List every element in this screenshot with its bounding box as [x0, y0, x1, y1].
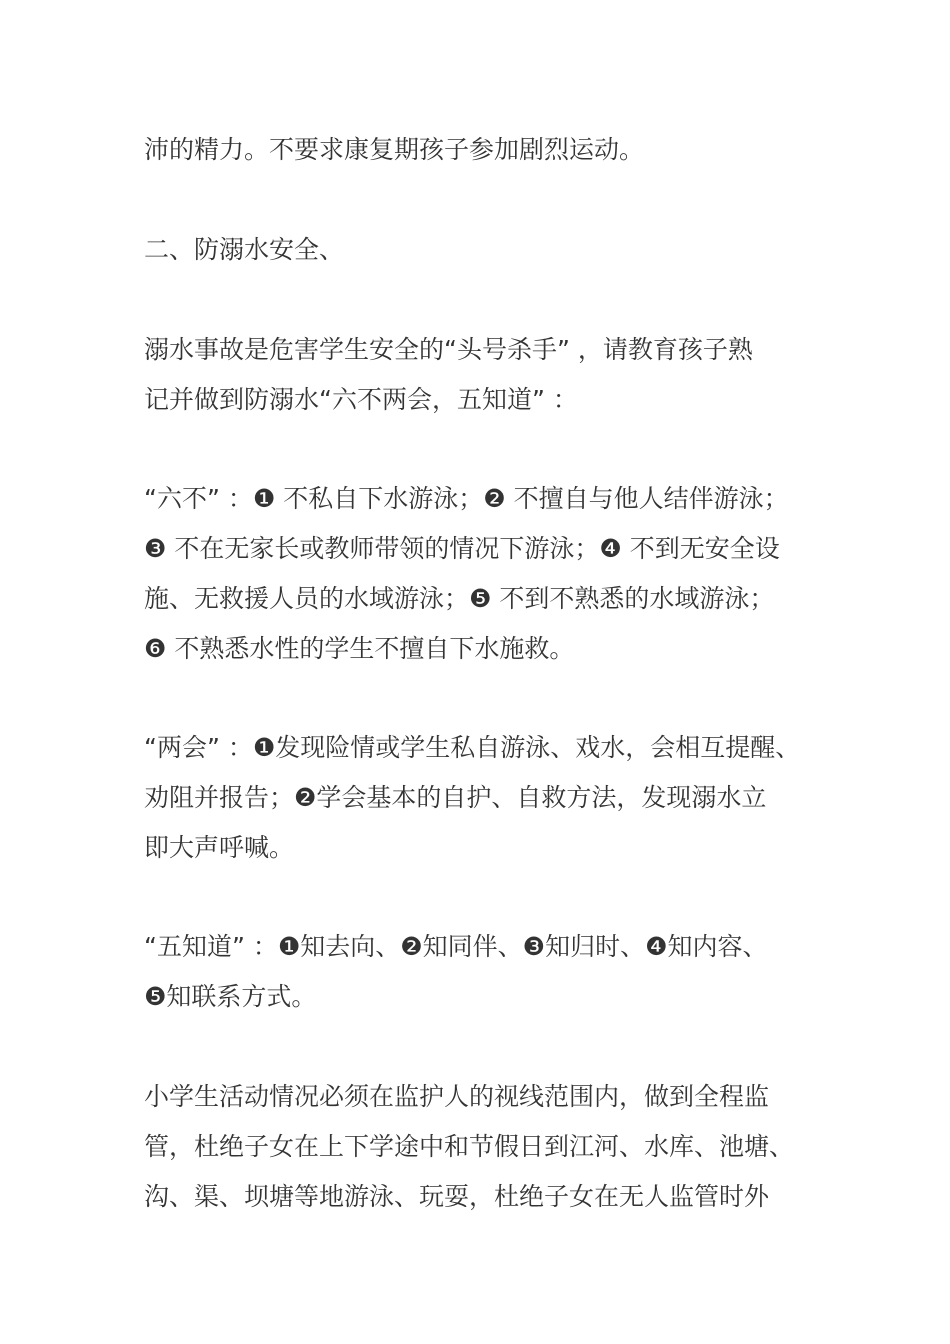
text-line-six-nots-2: ❸ 不在无家长或教师带领的情况下游泳；❹ 不到无安全设 [144, 534, 780, 563]
text-line-supervision-2: 管，杜绝子女在上下学途中和节假日到江河、水库、池塘、 [144, 1132, 795, 1161]
text-line-five-knows-2: ❺知联系方式。 [144, 982, 317, 1011]
text-line-previous-paragraph-end: 沛的精力。不要求康复期孩子参加剧烈运动。 [144, 135, 645, 164]
text-line-two-skills-2: 劝阻并报告；❷学会基本的自护、自救方法，发现溺水立 [144, 783, 767, 812]
text-line-six-nots-4: ❻ 不熟悉水性的学生不擅自下水施救。 [144, 634, 575, 663]
section-heading-drowning-safety: 二、防溺水安全、 [144, 235, 345, 264]
text-line-two-skills-3: 即大声呼喊。 [144, 833, 295, 862]
text-line-supervision-3: 沟、渠、坝塘等地游泳、玩耍，杜绝子女在无人监管时外 [144, 1182, 770, 1211]
text-line-five-knows-1: “五知道” ：❶知去向、❷知同伴、❸知归时、❹知内容、 [144, 932, 768, 961]
text-line-supervision-1: 小学生活动情况必须在监护人的视线范围内，做到全程监 [144, 1082, 770, 1111]
text-line-intro-1: 溺水事故是危害学生安全的“头号杀手” ，请教育孩子熟 [144, 335, 753, 364]
text-line-intro-2: 记并做到防溺水“六不两会，五知道” ： [144, 385, 578, 414]
text-line-six-nots-1: “六不” ：❶ 不私自下水游泳；❷ 不擅自与他人结伴游泳； [144, 484, 789, 513]
text-line-six-nots-3: 施、无救援人员的水域游泳；❺ 不到不熟悉的水域游泳； [144, 584, 775, 613]
text-line-two-skills-1: “两会” ：❶发现险情或学生私自游泳、戏水，会相互提醒、 [144, 733, 801, 762]
